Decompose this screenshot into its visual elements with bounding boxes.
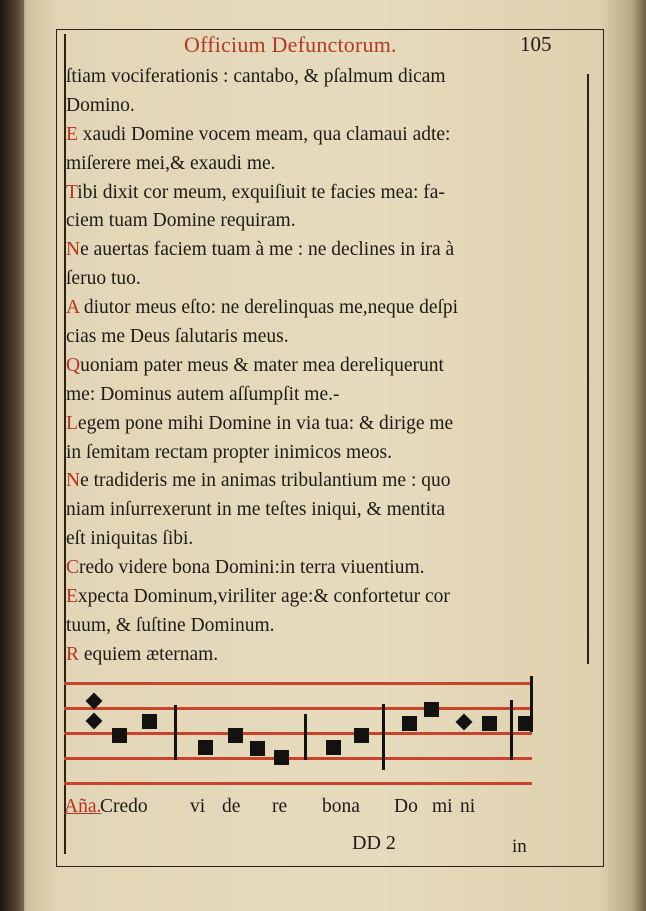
- line-text: Domino.: [66, 94, 135, 116]
- red-initial: T: [66, 181, 78, 203]
- text-line: [66, 236, 586, 265]
- staff-line: [64, 732, 532, 735]
- staff-line: [64, 782, 532, 785]
- staff-line: [64, 707, 532, 710]
- line-text: xpecta Dominum,viriliter age:& confortetur cor: [77, 586, 450, 608]
- red-initial: E: [66, 123, 78, 145]
- note: [402, 716, 417, 731]
- text-line: [66, 150, 586, 179]
- line-text: ibi dixit cor meum, exquiſiuit te facies mea: fa-: [77, 181, 445, 203]
- staff-line: [64, 757, 532, 760]
- text-line: [66, 496, 586, 525]
- note: [112, 728, 127, 743]
- clef-mark: [86, 713, 103, 730]
- text-line: [66, 265, 586, 294]
- note-stem: [382, 704, 385, 770]
- text-line: [66, 381, 586, 410]
- running-title: Officium Defunctorum.: [184, 32, 397, 57]
- red-initial: N: [66, 470, 81, 492]
- note: [250, 741, 265, 756]
- line-text: uoniam pater meus & mater mea dereliquerunt: [80, 354, 444, 376]
- text-line: [66, 583, 586, 612]
- text-line: [66, 352, 586, 381]
- text-line: [66, 207, 586, 236]
- staff-line: [64, 682, 532, 685]
- red-initial: R: [66, 643, 80, 665]
- text-line: [66, 554, 586, 583]
- note: [354, 728, 369, 743]
- custos: [530, 676, 533, 732]
- text-line: [66, 641, 586, 670]
- line-text: xaudi Domine vocem meam, qua clamaui adte:: [77, 123, 451, 145]
- text-line: [66, 467, 586, 496]
- line-text: ciem tuam Domine requiram.: [66, 210, 296, 232]
- note: [424, 702, 439, 717]
- antiphon-label: Aña.: [64, 796, 102, 817]
- line-text: egem pone mihi Domine in via tua: & dirige me: [77, 412, 454, 434]
- text-line: [66, 525, 586, 554]
- line-text: equiem æternam.: [79, 643, 219, 665]
- text-line: [66, 612, 586, 641]
- line-text: ſtiam vociferationis : cantabo, & pſalmum dicam: [66, 66, 446, 87]
- red-initial: E: [66, 586, 78, 608]
- note: [274, 750, 289, 765]
- line-text: eſt iniquitas ſibi.: [66, 528, 194, 550]
- chant-syllable: Do: [394, 796, 418, 817]
- chant-staff: [64, 680, 532, 790]
- text-line: [66, 121, 586, 150]
- page-header: [64, 32, 584, 60]
- chant-syllable: re: [272, 796, 288, 817]
- line-text: cias me Deus ſalutaris meus.: [66, 326, 289, 348]
- text-line: [66, 92, 586, 121]
- note: [198, 740, 213, 755]
- chant-syllable: vi: [190, 796, 206, 817]
- line-text: tuum, & ſuſtine Dominum.: [66, 614, 275, 636]
- chant-underlay: [64, 796, 584, 826]
- red-initial: A: [66, 297, 80, 319]
- text-line: [66, 63, 586, 92]
- note: [142, 714, 157, 729]
- text-line: [66, 410, 586, 439]
- red-initial: L: [66, 412, 78, 434]
- note: [326, 740, 341, 755]
- note-stem: [304, 714, 307, 760]
- line-text: me: Dominus autem aſſumpſit me.-: [66, 383, 340, 405]
- note: [228, 728, 243, 743]
- line-text: in ſemitam rectam propter inimicos meos.: [66, 441, 392, 463]
- verse-text: [66, 63, 586, 670]
- red-initial: Q: [66, 354, 81, 376]
- text-line: [66, 323, 586, 352]
- note: [456, 714, 473, 731]
- line-text: redo videre bona Domini:in terra viuentium.: [79, 557, 425, 579]
- bar-line: [510, 700, 513, 760]
- note: [482, 716, 497, 731]
- line-text: diutor meus eſto: ne derelinquas me,neque deſpi: [79, 297, 459, 319]
- text-line: [66, 439, 586, 468]
- line-text: e tradideris me in animas tribulantium me : quo: [80, 470, 451, 492]
- catchword: in: [512, 836, 527, 857]
- text-line: [66, 179, 586, 208]
- line-text: niam inſurrexerunt in me teſtes iniqui, & mentita: [66, 499, 446, 521]
- inner-rule-right: [587, 74, 589, 664]
- signature-mark: DD 2: [352, 832, 396, 854]
- line-text: miſerere mei,& exaudi me.: [66, 152, 276, 174]
- chant-syllable: mi: [432, 796, 453, 817]
- chant-syllable: Credo: [100, 796, 148, 817]
- line-text: e auertas faciem tuam à me : ne declines in ira à: [80, 239, 455, 261]
- red-initial: C: [66, 557, 80, 579]
- folio-number: 105: [520, 32, 552, 56]
- chant-syllable: de: [222, 796, 241, 817]
- text-line: [66, 294, 586, 323]
- chant-syllable: bona: [322, 796, 360, 817]
- chant-syllable: ni: [460, 796, 476, 817]
- line-text: ſeruo tuo.: [66, 268, 141, 290]
- red-initial: N: [66, 239, 81, 261]
- note-stem: [174, 705, 177, 760]
- facing-page-edge: [0, 0, 24, 911]
